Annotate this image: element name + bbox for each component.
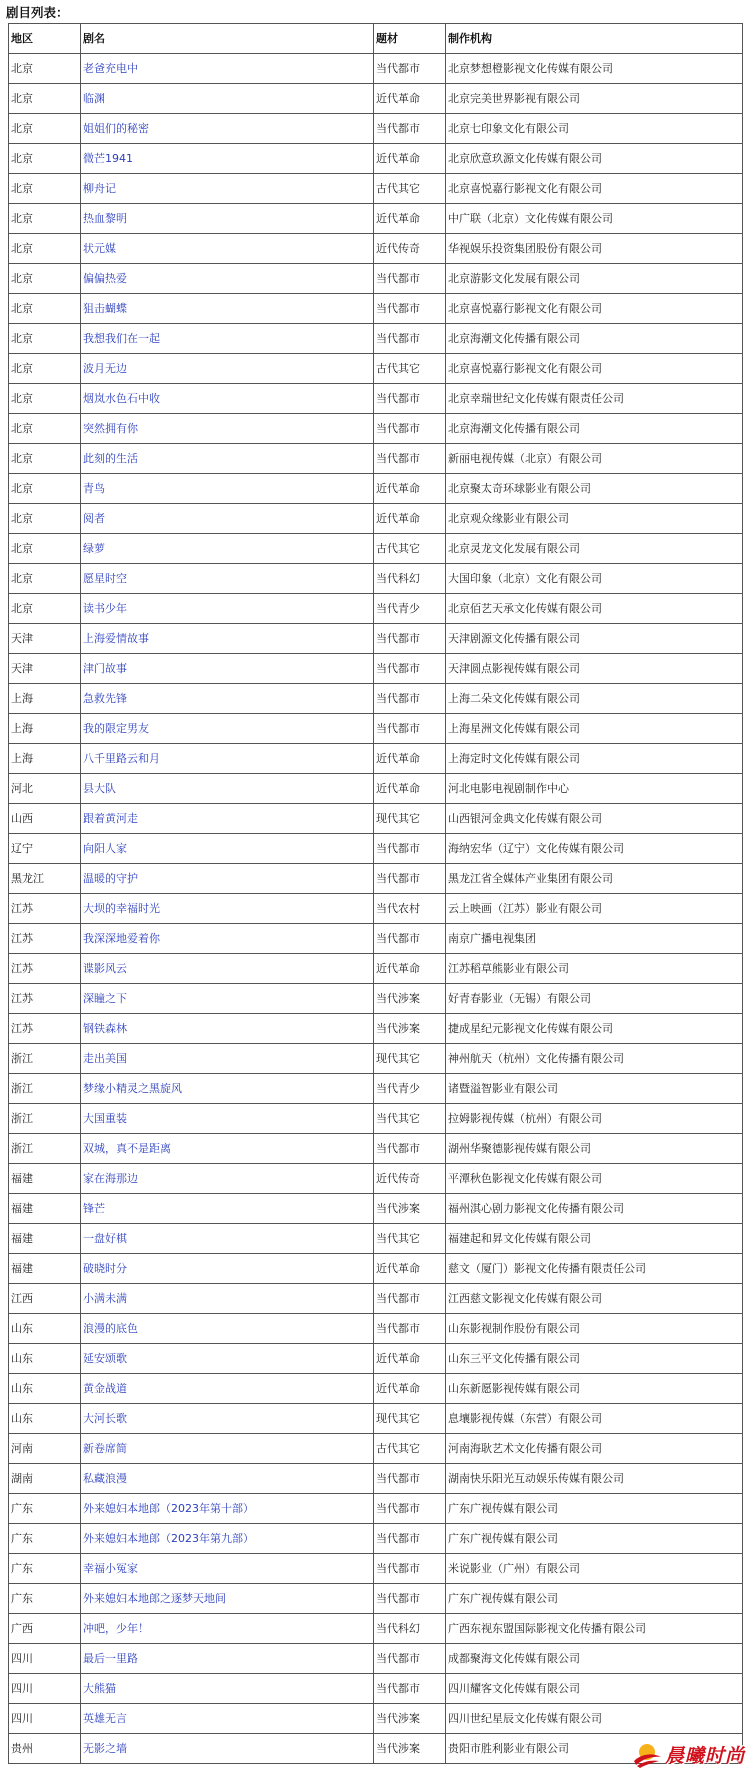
table-row xyxy=(9,84,743,114)
table-row xyxy=(9,1074,743,1104)
table-row xyxy=(9,294,743,324)
cell-region: 湖南 xyxy=(9,1464,81,1494)
header-genre: 题材 xyxy=(374,24,446,54)
cell-region: 四川 xyxy=(9,1704,81,1734)
cell-company: 北京喜悦嘉行影视文化有限公司 xyxy=(446,294,743,324)
cell-genre: 现代其它 xyxy=(374,1404,446,1434)
cell-genre: 当代都市 xyxy=(374,324,446,354)
cell-region: 河南 xyxy=(9,1434,81,1464)
cell-genre: 近代革命 xyxy=(374,1254,446,1284)
table-row xyxy=(9,354,743,384)
cell-title[interactable]: 我深深地爱着你 xyxy=(81,924,374,954)
table-row xyxy=(9,114,743,144)
table-row xyxy=(9,1254,743,1284)
cell-genre: 当代都市 xyxy=(374,1284,446,1314)
cell-region: 黑龙江 xyxy=(9,864,81,894)
cell-genre: 当代都市 xyxy=(374,624,446,654)
cell-title[interactable]: 阅者 xyxy=(81,504,374,534)
cell-region: 北京 xyxy=(9,414,81,444)
cell-genre: 当代青少 xyxy=(374,1074,446,1104)
cell-company: 北京欣意玖源文化传媒有限公司 xyxy=(446,144,743,174)
cell-genre: 近代革命 xyxy=(374,144,446,174)
cell-title[interactable]: 跟着黄河走 xyxy=(81,804,374,834)
cell-region: 北京 xyxy=(9,324,81,354)
table-row xyxy=(9,504,743,534)
cell-title[interactable]: 烟岚水色石中收 xyxy=(81,384,374,414)
cell-title[interactable]: 我想我们在一起 xyxy=(81,324,374,354)
table-row xyxy=(9,1704,743,1734)
cell-region: 河北 xyxy=(9,774,81,804)
cell-genre: 当代都市 xyxy=(374,414,446,444)
cell-title[interactable]: 青鸟 xyxy=(81,474,374,504)
cell-genre: 近代革命 xyxy=(374,954,446,984)
cell-company: 南京广播电视集团 xyxy=(446,924,743,954)
cell-title[interactable]: 最后一里路 xyxy=(81,1644,374,1674)
cell-company: 天津圆点影视传媒有限公司 xyxy=(446,654,743,684)
cell-genre: 当代都市 xyxy=(374,1584,446,1614)
cell-region: 北京 xyxy=(9,354,81,384)
cell-title[interactable]: 外来媳妇本地郎之逐梦天地间 xyxy=(81,1584,374,1614)
cell-region: 福建 xyxy=(9,1254,81,1284)
table-row xyxy=(9,1164,743,1194)
cell-region: 广东 xyxy=(9,1494,81,1524)
cell-genre: 近代革命 xyxy=(374,504,446,534)
table-row xyxy=(9,174,743,204)
page-title: 剧目列表： xyxy=(6,5,69,20)
cell-company: 广西东视东盟国际影视文化传播有限公司 xyxy=(446,1614,743,1644)
cell-region: 上海 xyxy=(9,684,81,714)
cell-company: 神州航天（杭州）文化传播有限公司 xyxy=(446,1044,743,1074)
cell-company: 山东三平文化传播有限公司 xyxy=(446,1344,743,1374)
table-row xyxy=(9,1644,743,1674)
cell-genre: 当代都市 xyxy=(374,264,446,294)
table-header-row xyxy=(9,24,743,54)
cell-genre: 古代其它 xyxy=(374,1434,446,1464)
table-row xyxy=(9,594,743,624)
cell-title[interactable]: 狙击蝴蝶 xyxy=(81,294,374,324)
cell-region: 广东 xyxy=(9,1554,81,1584)
cell-genre: 当代都市 xyxy=(374,864,446,894)
cell-region: 北京 xyxy=(9,54,81,84)
cell-region: 山东 xyxy=(9,1314,81,1344)
cell-title[interactable]: 黄金战道 xyxy=(81,1374,374,1404)
cell-genre: 近代革命 xyxy=(374,84,446,114)
cell-genre: 当代都市 xyxy=(374,834,446,864)
cell-region: 天津 xyxy=(9,654,81,684)
cell-company: 上海二朵文化传媒有限公司 xyxy=(446,684,743,714)
table-row xyxy=(9,384,743,414)
cell-genre: 当代农村 xyxy=(374,894,446,924)
cell-title[interactable]: 深瞳之下 xyxy=(81,984,374,1014)
cell-title[interactable]: 温暖的守护 xyxy=(81,864,374,894)
table-row xyxy=(9,564,743,594)
header-company: 制作机构 xyxy=(446,24,743,54)
cell-company: 北京聚太奇环球影业有限公司 xyxy=(446,474,743,504)
table-row xyxy=(9,1134,743,1164)
cell-region: 北京 xyxy=(9,534,81,564)
cell-title[interactable]: 柳舟记 xyxy=(81,174,374,204)
table-row xyxy=(9,264,743,294)
cell-genre: 当代都市 xyxy=(374,294,446,324)
cell-company: 天津剧源文化传播有限公司 xyxy=(446,624,743,654)
cell-company: 新丽电视传媒（北京）有限公司 xyxy=(446,444,743,474)
cell-genre: 当代都市 xyxy=(374,384,446,414)
cell-title[interactable]: 新卷席简 xyxy=(81,1434,374,1464)
table-row xyxy=(9,1674,743,1704)
cell-company: 福建起和昇文化传媒有限公司 xyxy=(446,1224,743,1254)
cell-region: 江苏 xyxy=(9,954,81,984)
table-row xyxy=(9,714,743,744)
cell-title[interactable]: 家在海那边 xyxy=(81,1164,374,1194)
cell-region: 山东 xyxy=(9,1374,81,1404)
cell-title[interactable]: 上海爱情故事 xyxy=(81,624,374,654)
cell-title[interactable]: 私藏浪漫 xyxy=(81,1464,374,1494)
cell-region: 北京 xyxy=(9,474,81,504)
table-row xyxy=(9,654,743,684)
table-row xyxy=(9,1284,743,1314)
table-row xyxy=(9,204,743,234)
cell-genre: 当代都市 xyxy=(374,684,446,714)
cell-region: 江苏 xyxy=(9,1014,81,1044)
cell-genre: 古代其它 xyxy=(374,354,446,384)
cell-company: 江西慈文影视文化传媒有限公司 xyxy=(446,1284,743,1314)
cell-genre: 近代革命 xyxy=(374,204,446,234)
table-row xyxy=(9,894,743,924)
cell-region: 山西 xyxy=(9,804,81,834)
cell-title[interactable]: 大坝的幸福时光 xyxy=(81,894,374,924)
cell-title[interactable]: 梦缘小精灵之黑旋风 xyxy=(81,1074,374,1104)
cell-title[interactable]: 热血黎明 xyxy=(81,204,374,234)
sun-swoosh-logo-icon xyxy=(632,1739,662,1769)
cell-region: 北京 xyxy=(9,174,81,204)
table-row xyxy=(9,1554,743,1584)
cell-title[interactable]: 读书少年 xyxy=(81,594,374,624)
cell-company: 上海星洲文化传媒有限公司 xyxy=(446,714,743,744)
cell-genre: 现代其它 xyxy=(374,1044,446,1074)
drama-list-table xyxy=(8,23,743,1764)
cell-company: 华视娱乐投资集团股份有限公司 xyxy=(446,234,743,264)
cell-company: 北京喜悦嘉行影视文化有限公司 xyxy=(446,174,743,204)
cell-title[interactable]: 冲吧，少年！ xyxy=(81,1614,374,1644)
table-row xyxy=(9,414,743,444)
cell-title[interactable]: 突然拥有你 xyxy=(81,414,374,444)
cell-company: 大国印象（北京）文化有限公司 xyxy=(446,564,743,594)
cell-genre: 当代都市 xyxy=(374,924,446,954)
cell-title[interactable]: 小满未满 xyxy=(81,1284,374,1314)
table-row xyxy=(9,1584,743,1614)
cell-region: 山东 xyxy=(9,1404,81,1434)
cell-title[interactable]: 绿萝 xyxy=(81,534,374,564)
cell-region: 贵州 xyxy=(9,1734,81,1764)
cell-company: 山西银河金典文化传媒有限公司 xyxy=(446,804,743,834)
cell-company: 湖南快乐阳光互动娱乐传媒有限公司 xyxy=(446,1464,743,1494)
cell-genre: 当代都市 xyxy=(374,654,446,684)
cell-region: 江苏 xyxy=(9,894,81,924)
cell-genre: 当代都市 xyxy=(374,1644,446,1674)
cell-region: 北京 xyxy=(9,294,81,324)
cell-title[interactable]: 外来媳妇本地郎（2023年第十部） xyxy=(81,1494,374,1524)
table-row xyxy=(9,1014,743,1044)
cell-company: 北京海潮文化传播有限公司 xyxy=(446,414,743,444)
table-row xyxy=(9,1404,743,1434)
cell-title[interactable]: 谍影风云 xyxy=(81,954,374,984)
cell-genre: 当代涉案 xyxy=(374,1194,446,1224)
cell-company: 北京七印象文化有限公司 xyxy=(446,114,743,144)
cell-title[interactable]: 英雄无言 xyxy=(81,1704,374,1734)
cell-region: 北京 xyxy=(9,204,81,234)
cell-title[interactable]: 钢铁森林 xyxy=(81,1014,374,1044)
cell-title[interactable]: 此刻的生活 xyxy=(81,444,374,474)
cell-genre: 当代涉案 xyxy=(374,984,446,1014)
cell-region: 浙江 xyxy=(9,1104,81,1134)
cell-region: 辽宁 xyxy=(9,834,81,864)
table-row xyxy=(9,684,743,714)
cell-title[interactable]: 我的限定男友 xyxy=(81,714,374,744)
cell-title[interactable]: 微芒1941 xyxy=(81,144,374,174)
cell-company: 四川耀客文化传媒有限公司 xyxy=(446,1674,743,1704)
cell-region: 福建 xyxy=(9,1164,81,1194)
cell-genre: 近代革命 xyxy=(374,1374,446,1404)
table-row xyxy=(9,324,743,354)
cell-company: 拉姆影视传媒（杭州）有限公司 xyxy=(446,1104,743,1134)
cell-company: 北京灵龙文化发展有限公司 xyxy=(446,534,743,564)
table-row xyxy=(9,1374,743,1404)
cell-company: 广东广视传媒有限公司 xyxy=(446,1494,743,1524)
cell-genre: 当代涉案 xyxy=(374,1704,446,1734)
cell-genre: 古代其它 xyxy=(374,174,446,204)
table-row xyxy=(9,984,743,1014)
table-row xyxy=(9,1344,743,1374)
cell-genre: 当代科幻 xyxy=(374,1614,446,1644)
cell-genre: 当代都市 xyxy=(374,1464,446,1494)
table-row xyxy=(9,774,743,804)
table-row xyxy=(9,1104,743,1134)
table-row xyxy=(9,234,743,264)
table-row xyxy=(9,1464,743,1494)
cell-title[interactable]: 县大队 xyxy=(81,774,374,804)
cell-genre: 当代其它 xyxy=(374,1104,446,1134)
cell-company: 福州淇心剧力影视文化传播有限公司 xyxy=(446,1194,743,1224)
cell-company: 平潭秋色影视文化传媒有限公司 xyxy=(446,1164,743,1194)
cell-company: 北京完美世界影视有限公司 xyxy=(446,84,743,114)
cell-region: 广东 xyxy=(9,1524,81,1554)
cell-region: 北京 xyxy=(9,264,81,294)
watermark-text: 晨曦时尚 xyxy=(664,1744,745,1767)
cell-region: 北京 xyxy=(9,444,81,474)
cell-genre: 近代革命 xyxy=(374,1344,446,1374)
table-row xyxy=(9,1494,743,1524)
cell-region: 北京 xyxy=(9,84,81,114)
cell-title[interactable]: 姐姐们的秘密 xyxy=(81,114,374,144)
cell-title[interactable]: 外来媳妇本地郎（2023年第九部） xyxy=(81,1524,374,1554)
cell-genre: 当代都市 xyxy=(374,1134,446,1164)
cell-company: 中广联（北京）文化传媒有限公司 xyxy=(446,204,743,234)
cell-genre: 当代其它 xyxy=(374,1224,446,1254)
cell-title[interactable]: 大国重装 xyxy=(81,1104,374,1134)
cell-region: 北京 xyxy=(9,564,81,594)
cell-title[interactable]: 向阳人家 xyxy=(81,834,374,864)
cell-genre: 当代都市 xyxy=(374,1314,446,1344)
table-row xyxy=(9,1524,743,1554)
cell-region: 浙江 xyxy=(9,1074,81,1104)
table-row xyxy=(9,834,743,864)
table-row xyxy=(9,624,743,654)
cell-genre: 古代其它 xyxy=(374,534,446,564)
cell-title[interactable]: 大河长歌 xyxy=(81,1404,374,1434)
cell-region: 浙江 xyxy=(9,1134,81,1164)
table-row xyxy=(9,1614,743,1644)
cell-genre: 近代革命 xyxy=(374,744,446,774)
cell-title[interactable]: 八千里路云和月 xyxy=(81,744,374,774)
cell-title[interactable]: 急救先锋 xyxy=(81,684,374,714)
cell-company: 四川世纪星辰文化传媒有限公司 xyxy=(446,1704,743,1734)
table-row xyxy=(9,804,743,834)
table-row xyxy=(9,1224,743,1254)
table-row xyxy=(9,54,743,84)
header-title: 剧名 xyxy=(81,24,374,54)
cell-company: 北京梦想橙影视文化传媒有限公司 xyxy=(446,54,743,84)
cell-genre: 近代革命 xyxy=(374,474,446,504)
watermark-logo xyxy=(632,1737,745,1771)
cell-genre: 现代其它 xyxy=(374,804,446,834)
cell-company: 北京幸瑞世纪文化传媒有限责任公司 xyxy=(446,384,743,414)
table-row xyxy=(9,924,743,954)
cell-region: 江苏 xyxy=(9,924,81,954)
table-row xyxy=(9,534,743,564)
table-row xyxy=(9,1314,743,1344)
cell-title[interactable]: 津门故事 xyxy=(81,654,374,684)
cell-genre: 近代传奇 xyxy=(374,1164,446,1194)
table-row xyxy=(9,1434,743,1464)
cell-genre: 当代都市 xyxy=(374,444,446,474)
table-row xyxy=(9,864,743,894)
cell-title[interactable]: 一盘好棋 xyxy=(81,1224,374,1254)
cell-company: 息壤影视传媒（东营）有限公司 xyxy=(446,1404,743,1434)
cell-genre: 当代涉案 xyxy=(374,1734,446,1764)
cell-genre: 当代都市 xyxy=(374,54,446,84)
cell-company: 成都聚海文化传媒有限公司 xyxy=(446,1644,743,1674)
cell-company: 北京佰艺天承文化传媒有限公司 xyxy=(446,594,743,624)
cell-company: 北京游影文化发展有限公司 xyxy=(446,264,743,294)
table-row xyxy=(9,144,743,174)
cell-title[interactable]: 双城，真不是距离 xyxy=(81,1134,374,1164)
table-row xyxy=(9,1194,743,1224)
cell-title[interactable]: 老爸充电中 xyxy=(81,54,374,84)
table-row xyxy=(9,1044,743,1074)
cell-genre: 当代都市 xyxy=(374,114,446,144)
cell-title[interactable]: 浪漫的底色 xyxy=(81,1314,374,1344)
cell-title[interactable]: 大熊猫 xyxy=(81,1674,374,1704)
cell-company: 江苏稻草熊影业有限公司 xyxy=(446,954,743,984)
cell-region: 江苏 xyxy=(9,984,81,1014)
cell-company: 捷成星纪元影视文化传媒有限公司 xyxy=(446,1014,743,1044)
cell-company: 广东广视传媒有限公司 xyxy=(446,1524,743,1554)
cell-genre: 当代都市 xyxy=(374,1674,446,1704)
cell-company: 湖州华聚德影视传媒有限公司 xyxy=(446,1134,743,1164)
cell-company: 广东广视传媒有限公司 xyxy=(446,1584,743,1614)
cell-company: 北京观众缘影业有限公司 xyxy=(446,504,743,534)
cell-company: 北京海潮文化传播有限公司 xyxy=(446,324,743,354)
cell-region: 北京 xyxy=(9,114,81,144)
cell-region: 上海 xyxy=(9,744,81,774)
cell-company: 贵阳市胜利影业有限公司 xyxy=(446,1734,743,1764)
cell-genre: 当代都市 xyxy=(374,1554,446,1584)
cell-region: 四川 xyxy=(9,1674,81,1704)
cell-region: 北京 xyxy=(9,594,81,624)
cell-company: 山东影视制作股份有限公司 xyxy=(446,1314,743,1344)
cell-region: 上海 xyxy=(9,714,81,744)
cell-region: 广西 xyxy=(9,1614,81,1644)
table-row xyxy=(9,954,743,984)
cell-title[interactable]: 无影之墙 xyxy=(81,1734,374,1764)
cell-company: 米说影业（广州）有限公司 xyxy=(446,1554,743,1584)
cell-genre: 近代传奇 xyxy=(374,234,446,264)
cell-region: 北京 xyxy=(9,234,81,264)
cell-region: 山东 xyxy=(9,1344,81,1374)
cell-title[interactable]: 幸福小冤家 xyxy=(81,1554,374,1584)
cell-title[interactable]: 临渊 xyxy=(81,84,374,114)
cell-company: 云上映画（江苏）影业有限公司 xyxy=(446,894,743,924)
cell-genre: 当代科幻 xyxy=(374,564,446,594)
cell-region: 浙江 xyxy=(9,1044,81,1074)
cell-title[interactable]: 愿星时空 xyxy=(81,564,374,594)
cell-region: 天津 xyxy=(9,624,81,654)
table-row xyxy=(9,474,743,504)
cell-title[interactable]: 锋芒 xyxy=(81,1194,374,1224)
cell-title[interactable]: 走出美国 xyxy=(81,1044,374,1074)
cell-company: 河北电影电视剧制作中心 xyxy=(446,774,743,804)
cell-region: 北京 xyxy=(9,384,81,414)
table-row xyxy=(9,744,743,774)
cell-title[interactable]: 状元媒 xyxy=(81,234,374,264)
cell-region: 四川 xyxy=(9,1644,81,1674)
cell-company: 黑龙江省全媒体产业集团有限公司 xyxy=(446,864,743,894)
cell-title[interactable]: 破晓时分 xyxy=(81,1254,374,1284)
cell-region: 福建 xyxy=(9,1194,81,1224)
cell-genre: 当代涉案 xyxy=(374,1014,446,1044)
cell-region: 江西 xyxy=(9,1284,81,1314)
header-region: 地区 xyxy=(9,24,81,54)
cell-title[interactable]: 延安颂歌 xyxy=(81,1344,374,1374)
cell-title[interactable]: 偏偏热爱 xyxy=(81,264,374,294)
cell-region: 北京 xyxy=(9,504,81,534)
cell-company: 上海定时文化传媒有限公司 xyxy=(446,744,743,774)
cell-company: 河南海耿艺术文化传播有限公司 xyxy=(446,1434,743,1464)
cell-company: 海纳宏华（辽宁）文化传媒有限公司 xyxy=(446,834,743,864)
cell-company: 诸暨溢智影业有限公司 xyxy=(446,1074,743,1104)
cell-genre: 当代都市 xyxy=(374,1524,446,1554)
cell-company: 北京喜悦嘉行影视文化有限公司 xyxy=(446,354,743,384)
table-row xyxy=(9,444,743,474)
cell-region: 北京 xyxy=(9,144,81,174)
cell-genre: 近代革命 xyxy=(374,774,446,804)
cell-genre: 当代都市 xyxy=(374,714,446,744)
cell-company: 好青春影业（无锡）有限公司 xyxy=(446,984,743,1014)
cell-genre: 当代青少 xyxy=(374,594,446,624)
cell-region: 广东 xyxy=(9,1584,81,1614)
cell-region: 福建 xyxy=(9,1224,81,1254)
cell-genre: 当代都市 xyxy=(374,1494,446,1524)
cell-title[interactable]: 波月无边 xyxy=(81,354,374,384)
cell-company: 山东新愿影视传媒有限公司 xyxy=(446,1374,743,1404)
cell-company: 慈文（厦门）影视文化传播有限责任公司 xyxy=(446,1254,743,1284)
